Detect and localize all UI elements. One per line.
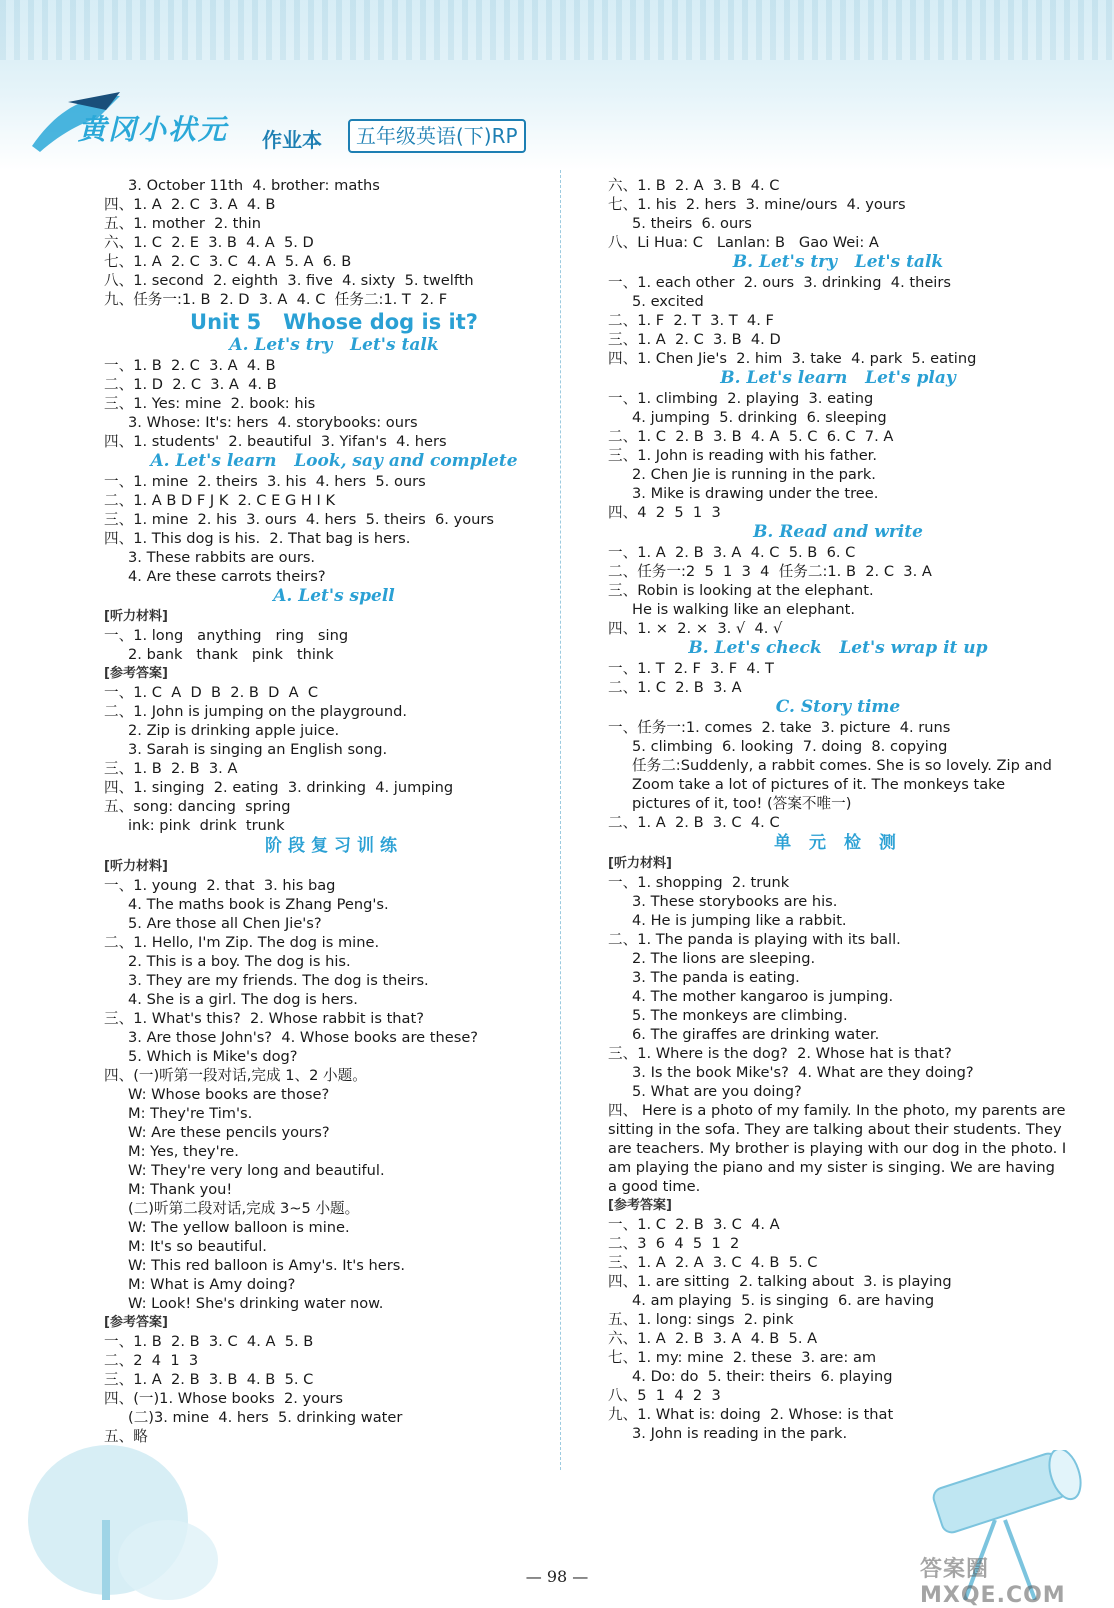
section-heading: B. Let's try Let's talk — [732, 252, 944, 272]
answer-line: 二、1. D 2. C 3. A 4. B — [104, 376, 277, 393]
answer-line: ink: pink drink trunk — [128, 817, 285, 834]
answer-line: 4. Are these carrots theirs? — [128, 568, 326, 585]
answer-line: 一、1. young 2. that 3. his bag — [104, 877, 336, 894]
material-tag: [参考答案] — [104, 666, 168, 681]
answer-line: 四、(一)听第一段对话,完成 1、2 小题。 — [104, 1067, 367, 1084]
answer-line: 一、1. B 2. B 3. C 4. A 5. B — [104, 1333, 314, 1350]
answer-line: 五、1. long: sings 2. pink — [608, 1311, 794, 1328]
material-tag: [听力材料] — [104, 609, 168, 624]
answer-line: 2. bank thank pink think — [128, 646, 334, 663]
answer-line: 七、1. A 2. C 3. C 4. A 5. A 6. B — [104, 253, 352, 270]
answer-paragraph: 任务二:Suddenly, a rabbit comes. She is so lovely. Zip and Zoom take a lot of pictures of it. The monkeys take pictures of it, too! (答案不唯一) — [632, 757, 1052, 812]
answer-line: 四、4 2 5 1 3 — [608, 504, 721, 521]
answer-line: 3. Mike is drawing under the tree. — [632, 485, 879, 502]
section-heading: A. Let's learn Look, say and complete — [150, 451, 518, 471]
answer-line: (二)听第二段对话,完成 3~5 小题。 — [128, 1200, 360, 1217]
answer-line: 三、1. mine 2. his 3. ours 4. hers 5. theirs 6. yours — [104, 511, 494, 528]
answer-line: 四、1. students' 2. beautiful 3. Yifan's 4. hers — [104, 433, 447, 450]
answer-line: 八、1. second 2. eighth 3. five 4. sixty 5. twelfth — [104, 272, 474, 289]
answer-line: 四、1. This dog is his. 2. That bag is hers. — [104, 530, 411, 547]
answer-line: 一、1. climbing 2. playing 3. eating — [608, 390, 874, 407]
answer-line: 3. Is the book Mike's? 4. What are they doing? — [632, 1064, 974, 1081]
material-tag: [听力材料] — [608, 856, 672, 871]
answer-line: 四、1. singing 2. eating 3. drinking 4. jumping — [104, 779, 454, 796]
answer-line: 3. John is reading in the park. — [632, 1425, 848, 1442]
section-heading: C. Story time — [775, 697, 901, 717]
material-tag: [参考答案] — [104, 1315, 168, 1330]
section-heading: B. Read and write — [753, 522, 923, 542]
answer-line: 八、5 1 4 2 3 — [608, 1387, 721, 1404]
answer-line: 三、1. Where is the dog? 2. Whose hat is that? — [608, 1045, 952, 1062]
answer-line: 4. The mother kangaroo is jumping. — [632, 988, 894, 1005]
answer-line: 4. am playing 5. is singing 6. are having — [632, 1292, 935, 1309]
answer-line: 5. Are those all Chen Jie's? — [128, 915, 322, 932]
answer-line: 4. The maths book is Zhang Peng's. — [128, 896, 389, 913]
answer-line: M: It's so beautiful. — [128, 1238, 267, 1255]
answer-line: 5. The monkeys are climbing. — [632, 1007, 848, 1024]
answer-line: 九、任务一:1. B 2. D 3. A 4. C 任务二:1. T 2. F — [104, 291, 448, 308]
answer-line: W: Look! She's drinking water now. — [128, 1295, 384, 1312]
material-tag: [参考答案] — [608, 1198, 672, 1213]
answer-line: W: This red balloon is Amy's. It's hers. — [128, 1257, 405, 1274]
page-number: — 98 — — [525, 1567, 589, 1586]
answer-line: 二、3 6 4 5 1 2 — [608, 1235, 740, 1252]
answer-line: 六、1. B 2. A 3. B 4. C — [608, 177, 780, 194]
answer-line: He is walking like an elephant. — [632, 601, 856, 618]
answer-line: 五、略 — [104, 1428, 148, 1445]
page-header — [0, 0, 1114, 170]
answer-line: 二、1. F 2. T 3. T 4. F — [608, 312, 774, 329]
answer-line: 3. October 11th 4. brother: maths — [128, 177, 380, 194]
header-sky-texture — [0, 0, 1114, 60]
answer-line: 4. Do: do 5. their: theirs 6. playing — [632, 1368, 893, 1385]
answer-line: W: They're very long and beautiful. — [128, 1162, 385, 1179]
answer-line: 一、任务一:1. comes 2. take 3. picture 4. runs — [608, 719, 951, 736]
unit-title: Unit 5 Whose dog is it? — [190, 310, 478, 334]
answer-line: 一、1. C A D B 2. B D A C — [104, 684, 319, 701]
answer-line: 3. Whose: It's: hers 4. storybooks: ours — [128, 414, 418, 431]
subject-grade-box: 五年级英语(下)RP — [348, 119, 526, 153]
answer-line: 4. She is a girl. The dog is hers. — [128, 991, 358, 1008]
answer-line: 二、1. Hello, I'm Zip. The dog is mine. — [104, 934, 380, 951]
answer-line: 五、1. mother 2. thin — [104, 215, 261, 232]
answer-line: 二、1. John is jumping on the playground. — [104, 703, 407, 720]
answer-line: 4. He is jumping like a rabbit. — [632, 912, 847, 929]
answer-line: 5. climbing 6. looking 7. doing 8. copying — [632, 738, 948, 755]
answer-line: 三、Robin is looking at the elephant. — [608, 582, 874, 599]
answer-line: 三、1. A 2. B 3. B 4. B 5. C — [104, 1371, 314, 1388]
answer-line: 二、1. C 2. B 3. A — [608, 679, 742, 696]
answer-line: 5. excited — [632, 293, 704, 310]
answer-line: 三、1. Yes: mine 2. book: his — [104, 395, 316, 412]
answer-line: 3. Sarah is singing an English song. — [128, 741, 388, 758]
answer-line: 四、1. A 2. C 3. A 4. B — [104, 196, 276, 213]
answer-line: M: What is Amy doing? — [128, 1276, 296, 1293]
answer-line: 5. What are you doing? — [632, 1083, 802, 1100]
answer-line: M: Yes, they're. — [128, 1143, 239, 1160]
answer-line: 一、1. A 2. B 3. A 4. C 5. B 6. C — [608, 544, 856, 561]
section-heading: A. Let's spell — [273, 586, 395, 606]
answer-line: 一、1. C 2. B 3. C 4. A — [608, 1216, 780, 1233]
answer-line: W: Whose books are those? — [128, 1086, 330, 1103]
answer-line: 一、1. long anything ring sing — [104, 627, 349, 644]
answer-line: 3. The panda is eating. — [632, 969, 800, 986]
site-watermark: 答案圈 MXQE.COM — [920, 1557, 1066, 1608]
answer-line: 3. These storybooks are his. — [632, 893, 838, 910]
answer-line: 3. Are those John's? 4. Whose books are these? — [128, 1029, 479, 1046]
answer-line: 八、Li Hua: C Lanlan: B Gao Wei: A — [608, 234, 879, 251]
section-heading: B. Let's check Let's wrap it up — [688, 638, 988, 658]
answer-line: 三、1. B 2. B 3. A — [104, 760, 238, 777]
brand-logo-text: 黄冈小状元 — [78, 113, 229, 146]
answer-column-left — [104, 176, 564, 1446]
answer-paragraph: 四、 Here is a photo of my family. In the photo, my parents are sitting in the sofa. They are talking about their students. They are teachers. My brother is playing with our dog in the photo. I am playing the piano and my sister is singing. We are having a good time. — [608, 1102, 1067, 1195]
answer-line: 一、1. shopping 2. trunk — [608, 874, 790, 891]
answer-line: 二、任务一:2 5 1 3 4 任务二:1. B 2. C 3. A — [608, 563, 932, 580]
answer-line: 2. Zip is drinking apple juice. — [128, 722, 340, 739]
answer-line: 一、1. T 2. F 3. F 4. T — [608, 660, 774, 677]
answer-line: M: Thank you! — [128, 1181, 233, 1198]
answer-line: 2. The lions are sleeping. — [632, 950, 816, 967]
answer-line: 四、(一)1. Whose books 2. yours — [104, 1390, 343, 1407]
answer-line: 四、1. × 2. × 3. √ 4. √ — [608, 620, 783, 637]
material-tag: [听力材料] — [104, 859, 168, 874]
answer-line: 一、1. each other 2. ours 3. drinking 4. theirs — [608, 274, 951, 291]
answer-line: 2. This is a boy. The dog is his. — [128, 953, 351, 970]
answer-line: 五、song: dancing spring — [104, 798, 291, 815]
section-heading: A. Let's try Let's talk — [229, 335, 439, 355]
answer-line: (二)3. mine 4. hers 5. drinking water — [128, 1409, 403, 1426]
answer-line: 三、1. John is reading with his father. — [608, 447, 877, 464]
answer-line: 二、1. A 2. B 3. C 4. C — [608, 814, 780, 831]
answer-line: 三、1. What's this? 2. Whose rabbit is that? — [104, 1010, 424, 1027]
answer-line: 5. Which is Mike's dog? — [128, 1048, 298, 1065]
answer-line: 2. Chen Jie is running in the park. — [632, 466, 876, 483]
answer-line: 四、1. Chen Jie's 2. him 3. take 4. park 5. eating — [608, 350, 977, 367]
answer-line: 一、1. B 2. C 3. A 4. B — [104, 357, 276, 374]
answer-line: 5. theirs 6. ours — [632, 215, 752, 232]
answer-line: 六、1. C 2. E 3. B 4. A 5. D — [104, 234, 314, 251]
answer-line: 三、1. A 2. C 3. B 4. D — [608, 331, 781, 348]
answer-line: 七、1. his 2. hers 3. mine/ours 4. yours — [608, 196, 906, 213]
answer-column-right — [608, 176, 1068, 1443]
answer-line: W: The yellow balloon is mine. — [128, 1219, 350, 1236]
answer-line: 四、1. are sitting 2. talking about 3. is playing — [608, 1273, 952, 1290]
answer-line: 二、1. A B D F J K 2. C E G H I K — [104, 492, 336, 509]
answer-line: M: They're Tim's. — [128, 1105, 253, 1122]
answer-line: 一、1. mine 2. theirs 3. his 4. hers 5. ours — [104, 473, 426, 490]
answer-line: W: Are these pencils yours? — [128, 1124, 330, 1141]
answer-line: 3. These rabbits are ours. — [128, 549, 316, 566]
chapter-heading: 单 元 检 测 — [774, 833, 902, 853]
answer-line: 二、1. C 2. B 3. B 4. A 5. C 6. C 7. A — [608, 428, 894, 445]
answer-line: 二、2 4 1 3 — [104, 1352, 199, 1369]
answer-line: 4. jumping 5. drinking 6. sleeping — [632, 409, 887, 426]
answer-line: 二、1. The panda is playing with its ball. — [608, 931, 901, 948]
answer-line: 三、1. A 2. A 3. C 4. B 5. C — [608, 1254, 818, 1271]
answer-line: 3. They are my friends. The dog is theirs. — [128, 972, 429, 989]
workbook-label: 作业本 — [262, 128, 322, 152]
section-heading: B. Let's learn Let's play — [720, 368, 956, 388]
answer-line: 九、1. What is: doing 2. Whose: is that — [608, 1406, 894, 1423]
answer-line: 六、1. A 2. B 3. A 4. B 5. A — [608, 1330, 818, 1347]
answer-line: 七、1. my: mine 2. these 3. are: am — [608, 1349, 877, 1366]
answer-line: 6. The giraffes are drinking water. — [632, 1026, 880, 1043]
chapter-heading: 阶段复习训练 — [265, 836, 403, 856]
